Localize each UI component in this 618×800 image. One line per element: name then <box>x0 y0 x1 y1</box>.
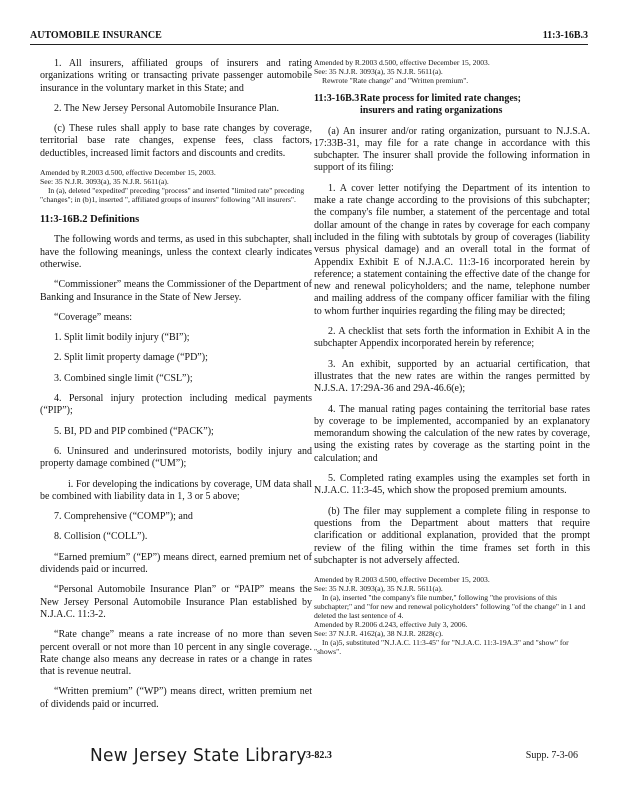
definition: “Earned premium” (“EP”) means direct, earned premium net of dividends paid or incurred. <box>40 551 312 576</box>
section-heading: 11:3-16B.2 Definitions <box>40 214 140 226</box>
list-item: i. For developing the indications by coverage, UM data shall be combined with liability data in 1, 3 or 5 above; <box>40 478 312 502</box>
list-item: 4. Personal injury protection including medical payments (“PIP”); <box>40 393 312 417</box>
running-header <box>30 30 588 44</box>
list-item: 1. A cover letter notifying the Department of its intention to make a rate change according to the provisions of this subchapter; the company's file number, a statement of the percentage and total dollar amount of the change in rates by coverage for each company included in the filing with subtotals by group of coverages (liability versus physical damage) and an overall total in the format of Appendix Exhibit E of N.J.A.C. 11:3-16 incorporated herein by reference; a statement containing the effective date of the change for new and renewal policyholders; and the name, telephone number and mailing address of the company officer familiar with the filing to whom further inquiries regarding the filing may be directed; <box>314 182 590 317</box>
library-logo: New Jersey State Library <box>90 745 307 767</box>
paragraph: 2. The New Jersey Personal Automobile Insurance Plan. <box>54 102 280 114</box>
note-line: In (a)5, substituted "N.J.A.C. 11:3-45" for "N.J.A.C. 11:3-19A.3" and "show" for "shows". <box>314 638 569 657</box>
list-item: 5. BI, PD and PIP combined (“PACK”); <box>54 425 214 437</box>
definition: “Commissioner” means the Commissioner of the Department of Banking and Insurance in the State of New Jersey. <box>40 279 312 303</box>
note-line: Amended by R.2003 d.500, effective December 15, 2003. <box>314 575 490 585</box>
header-section: 11:3-16B.3 <box>542 30 588 41</box>
definition: “Coverage” means: <box>54 311 133 323</box>
header-title: AUTOMOBILE INSURANCE <box>30 30 162 41</box>
paragraph: The following words and terms, as used in this subchapter, shall have the following meanings, unless the context clearly indicates otherwise. <box>40 234 312 270</box>
list-item: 6. Uninsured and underinsured motorists, bodily injury and property damage combined (“UM”); <box>40 445 312 470</box>
list-item: 3. An exhibit, supported by an actuarial certification, that illustrates that the new rates are within the ranges permitted by N.J.S.A. 17:29A-36 and 29A-46.6(e); <box>314 358 590 395</box>
section-title: Rate process for limited rate changes; <box>360 93 521 104</box>
list-item: 2. Split limit property damage (“PD”); <box>54 352 208 364</box>
right-column <box>314 58 590 664</box>
definition: “Personal Automobile Insurance Plan” or “PAIP” means the New Jersey Personal Automobile Insurance Plan established by N.J.A.C. 11:3-2. <box>40 584 312 620</box>
history-note <box>314 575 590 656</box>
note-line: See: 35 N.J.R. 3093(a), 35 N.J.R. 5611(a). <box>314 67 443 76</box>
page-footer <box>30 746 588 766</box>
note-line: See: 37 N.J.R. 4162(a), 38 N.J.R. 2828(c). <box>314 629 444 639</box>
list-item: 4. The manual rating pages containing the territorial base rates by coverage to be implemented, accompanied by an explanatory memorandum showing the calculation of the new rates by coverage, using the existing rates by coverage as the starting point in the calculation; and <box>314 403 590 464</box>
list-item: 1. Split limit bodily injury (“BI”); <box>54 332 190 344</box>
note-line: In (a), deleted "expedited" preceding "process" and inserted "limited rate" preceding "changes"; in (b)1, inserted ", affiliated groups of insurers" following "All insurers". <box>40 186 305 205</box>
history-note <box>314 58 590 85</box>
note-line: Amended by R.2003 d.500, effective December 15, 2003. <box>314 58 490 67</box>
supplement-date: Supp. 7-3-06 <box>525 750 578 761</box>
section-number: 11:3-16B.3 <box>314 93 360 104</box>
history-note <box>40 168 312 204</box>
page-number: 3-82.3 <box>306 750 332 761</box>
note-line: Amended by R.2006 d.243, effective July 3, 2006. <box>314 620 468 630</box>
list-item: 8. Collision (“COLL”). <box>54 531 148 543</box>
section-heading <box>314 93 590 118</box>
note-line: Rewrote "Rate change" and "Written premium". <box>322 76 469 85</box>
paragraph: (a) An insurer and/or rating organization, pursuant to N.J.S.A. 17:33B-31, may file for a rate change in accordance with this subchapter. The insurer shall provide the following information in support of its filing: <box>314 125 590 174</box>
note-line: Amended by R.2003 d.500, effective December 15, 2003. <box>40 168 216 178</box>
note-line: See: 35 N.J.R. 3093(a), 35 N.J.R. 5611(a). <box>40 177 169 187</box>
list-item: 7. Comprehensive (“COMP”); and <box>54 511 193 523</box>
left-column <box>40 58 312 719</box>
note-line: In (a), inserted "the company's file number," following "the provisions of this subchapter;" and "for new and renewal policyholders" following "of the change" in 1 and deleted the last sentence of 4. <box>314 593 586 621</box>
paragraph: (b) The filer may supplement a complete filing in response to questions from the Department about matters that require clarification or additional explanation, provided that the prompt review of the filing within the time frames set forth in this subchapter is not adversely affected. <box>314 505 590 566</box>
list-item: 3. Combined single limit (“CSL”); <box>54 372 193 384</box>
definition: “Rate change” means a rate increase of no more than seven percent overall or not more than 10 percent in any single coverage. Rate change also means any decrease in rates or a change in rates that is revenue neutral. <box>40 629 312 678</box>
list-item: 5. Completed rating examples using the examples set forth in N.J.A.C. 11:3-45, which show the proposed premium amounts. <box>314 473 590 497</box>
note-line: See: 35 N.J.R. 3093(a), 35 N.J.R. 5611(a). <box>314 584 443 594</box>
list-item: 2. A checklist that sets forth the information in Exhibit A in the subchapter Appendix incorporated herein by reference; <box>314 326 590 350</box>
header-rule <box>30 44 588 45</box>
definition: “Written premium” (“WP”) means direct, written premium net of dividends paid or incurred. <box>40 686 312 710</box>
paragraph: 1. All insurers, affiliated groups of insurers and rating organizations writing or transacting private passenger automobile insurance in the voluntary market in this State; and <box>40 58 312 94</box>
paragraph: (c) These rules shall apply to base rate changes by coverage, territorial base rate changes, expense fees, class factors, deductibles, increased limit factors and discounts and credits. <box>40 123 312 159</box>
section-subtitle: insurers and rating organizations <box>360 105 503 117</box>
